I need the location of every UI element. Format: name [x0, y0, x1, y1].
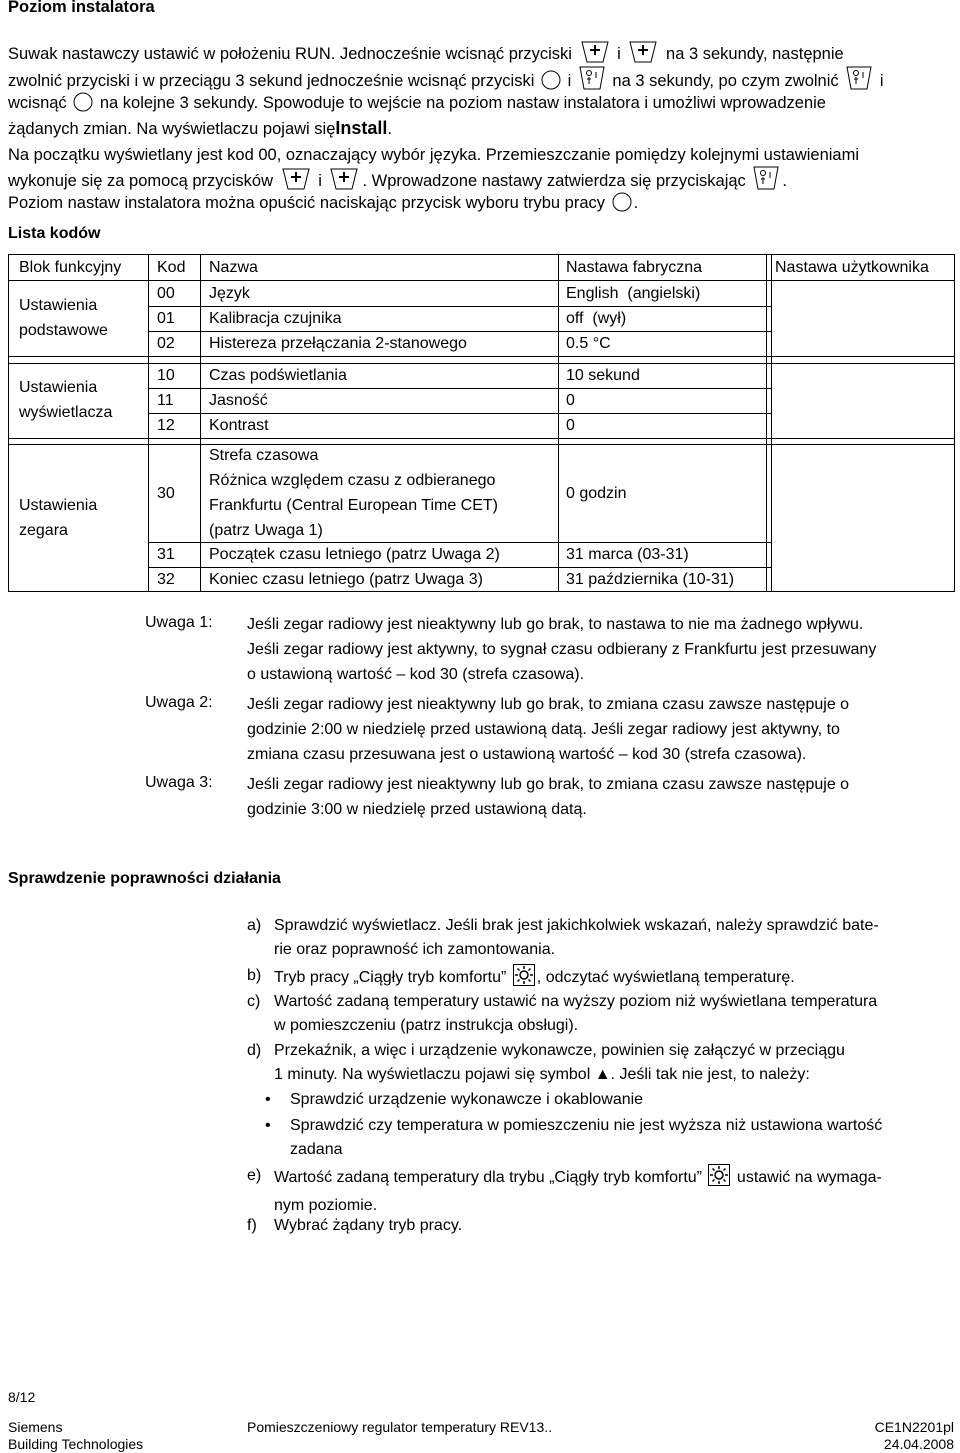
note-line: Jeśli zegar radiowy jest nieaktywny lub go brak, to zmiana czasu zawsze następuje o: [247, 696, 850, 713]
intro-text: .: [633, 194, 639, 212]
code-cell: 12: [157, 417, 175, 434]
item-line: [274, 1063, 954, 1087]
bullet-line: zadana: [290, 1140, 343, 1158]
table-rule: [9, 356, 954, 357]
code-cell: 02: [157, 335, 175, 352]
code-cell: 01: [157, 310, 175, 327]
note-label: Uwaga 1:: [145, 614, 213, 631]
block-label: zegara: [19, 522, 68, 539]
code-cell: 11: [157, 392, 174, 409]
name-cell: Histereza przełączania 2-stanowego: [209, 335, 467, 352]
intro-text: .: [387, 120, 392, 138]
name-cell: Czas podświetlania: [209, 367, 347, 384]
note-text: [247, 612, 957, 687]
bullet-line: Sprawdzić czy temperatura w pomieszczeniu nie jest wyższa niż ustawiona wartość: [290, 1117, 883, 1134]
block-label: podstawowe: [19, 322, 108, 339]
note-line: godzinie 2:00 w niedzielę przed ustawioną datą. Jeśli zegar radiowy jest aktywny, to: [247, 721, 840, 738]
factory-cell: 0: [566, 392, 575, 409]
item-label: f): [247, 1217, 257, 1234]
footer-date: 24.04.2008: [883, 1436, 954, 1452]
item-line: , odczytać wyświetlaną temperaturę.: [536, 969, 795, 986]
bullet-icon: •: [265, 1117, 271, 1134]
note-line: godzinie 3:00 w niedzielę przed ustawioną datą.: [247, 801, 587, 818]
item-line: Tryb pracy „Ciągły tryb komfortu”: [274, 969, 507, 986]
intro-text: i: [879, 72, 884, 90]
footer-company: Siemens: [8, 1419, 63, 1435]
note-line: zmiana czasu przesuwana jest o ustawioną wartość – kod 30 (strefa czasowa).: [247, 746, 807, 763]
table-rule: [9, 444, 954, 445]
footer-doc-code: CE1N2201pl: [874, 1419, 954, 1435]
intro-text: i: [617, 45, 621, 63]
intro-line-5: Na początku wyświetlany jest kod 00, oznaczający wybór języka. Przemieszczanie pomiędzy kolejnymi ustawieniami: [8, 146, 860, 164]
intro-text: .: [782, 172, 787, 190]
item-label: a): [247, 917, 262, 934]
code-cell: 31: [157, 546, 175, 563]
code-cell: 30: [157, 485, 175, 502]
table-rule: [766, 255, 767, 591]
name-cell: Język: [209, 285, 250, 302]
intro-text: na 3 sekundy, następnie: [666, 45, 844, 63]
table-rule: [148, 255, 149, 591]
intro-text: zwolnić przyciski i w przeciągu 3 sekund jednocześnie wcisnąć przyciski: [8, 72, 535, 90]
item-line: Wartość zadaną temperatury ustawić na wyższy poziom niż wyświetlana temperatura: [274, 993, 878, 1010]
check-title: Sprawdzenie poprawności działania: [8, 870, 281, 887]
name-cell: Koniec czasu letniego (patrz Uwaga 3): [209, 571, 483, 588]
bullet-icon: •: [265, 1091, 271, 1108]
footer-doc-title: Pomieszczeniowy regulator temperatury REV13..: [247, 1419, 553, 1435]
intro-text: Suwak nastawczy ustawić w położeniu RUN. Jednocześnie wcisnąć przyciski: [8, 45, 572, 63]
table-rule: [9, 438, 954, 439]
item-text: [274, 1164, 954, 1217]
relay-triangle-icon: ▲: [594, 1065, 611, 1083]
table-header: Kod: [157, 259, 186, 276]
intro-text: wykonuje się za pomocą przycisków: [8, 172, 274, 190]
factory-cell: 10 sekund: [566, 367, 640, 384]
table-rule: [558, 255, 559, 591]
name-cell: Kontrast: [209, 417, 269, 434]
item-line: rie oraz poprawność ich zamontowania.: [274, 940, 556, 958]
codes-title: Lista kodów: [8, 225, 101, 242]
code-cell: 10: [157, 367, 175, 384]
footer-division: Building Technologies: [8, 1436, 144, 1452]
install-display-text: Install: [335, 118, 388, 138]
item-label: c): [247, 993, 261, 1010]
item-line: Sprawdzić wyświetlacz. Jeśli brak jest jakichkolwiek wskazań, należy sprawdzić bate-: [274, 917, 879, 934]
item-text-part: Wartość zadaną temperatury dla trybu „Ciągły tryb komfortu”: [274, 1169, 703, 1186]
block-label: Ustawienia: [19, 497, 98, 514]
note-text: [247, 772, 957, 822]
comfort-sun-icon: [708, 1164, 730, 1194]
item-line: nym poziomie.: [274, 1196, 378, 1214]
intro-text: . Wprowadzone nastawy zatwierdza się przyciskając: [362, 172, 746, 190]
item-text-part: 1 minuty. Na wyświetlaczu pojawi się symbol: [274, 1065, 591, 1083]
name-cell: Początek czasu letniego (patrz Uwaga 2): [209, 546, 500, 563]
item-label: b): [247, 967, 262, 984]
intro-text: żądanych zmian. Na wyświetlaczu pojawi się: [8, 120, 336, 138]
item-text: [274, 990, 954, 1037]
factory-cell: 0.5 °C: [566, 335, 611, 352]
item-text: Wybrać żądany tryb pracy.: [274, 1217, 463, 1234]
code-cell: 32: [157, 571, 175, 588]
factory-cell: 31 marca (03-31): [566, 546, 689, 563]
note-label: Uwaga 2:: [145, 694, 213, 711]
note-line: Jeśli zegar radiowy jest nieaktywny lub go brak, to nastawa to nie ma żadnego wpływu.: [247, 616, 864, 633]
table-header: Blok funkcyjny: [19, 259, 122, 276]
name-cell: Kalibracja czujnika: [209, 310, 342, 327]
table-header: Nastawa użytkownika: [775, 259, 929, 276]
table-rule: [9, 363, 954, 364]
note-text: [247, 692, 957, 767]
table-rule: [9, 280, 954, 281]
name-cell: Jasność: [209, 392, 268, 409]
item-text: [274, 1039, 954, 1086]
factory-cell: 0: [566, 417, 575, 434]
block-label: wyświetlacza: [19, 404, 113, 421]
code-cell: 00: [157, 285, 175, 302]
item-text: [274, 914, 954, 961]
name-cell: Frankfurtu (Central European Time CET): [209, 497, 498, 514]
block-label: Ustawienia: [19, 379, 98, 396]
item-label: d): [247, 1042, 262, 1059]
table-header: Nastawa fabryczna: [566, 259, 703, 276]
name-cell: Strefa czasowa: [209, 447, 319, 464]
item-text-part: . Jeśli tak nie jest, to należy:: [610, 1065, 810, 1083]
block-label: Ustawienia: [19, 297, 98, 314]
intro-text: wcisnąć: [8, 94, 67, 112]
codes-table: [8, 254, 955, 592]
factory-cell: English (angielski): [566, 285, 701, 302]
page-title: Poziom instalatora: [8, 0, 155, 16]
item-line: w pomieszczeniu (patrz instrukcja obsługi).: [274, 1016, 579, 1034]
bullet-text: [290, 1114, 955, 1161]
item-line: Przekaźnik, a więc i urządzenie wykonawcze, powinien się załączyć w przeciągu: [274, 1042, 845, 1059]
item-text-part: ustawić na wymaga-: [736, 1169, 882, 1186]
table-rule: [771, 255, 772, 591]
intro-text: i: [318, 172, 322, 190]
mode-circle-button-icon: [612, 192, 632, 220]
factory-cell: 31 października (10-31): [566, 571, 735, 588]
intro-text: na 3 sekundy, po czym zwolnić: [612, 72, 839, 90]
intro-text: Poziom nastaw instalatora można opuścić naciskając przycisk wyboru trybu pracy: [8, 194, 605, 212]
intro-line-7: [8, 191, 953, 220]
factory-cell: off (wył): [566, 310, 627, 327]
intro-line-4: [8, 116, 953, 142]
factory-cell: 0 godzin: [566, 485, 627, 502]
intro-text: i: [567, 72, 572, 90]
page-number: 8/12: [8, 1389, 36, 1405]
note-line: o ustawioną wartość – kod 30 (strefa czasowa).: [247, 666, 585, 683]
table-rule: [200, 255, 201, 591]
note-line: Jeśli zegar radiowy jest nieaktywny lub go brak, to zmiana czasu zawsze następuje o: [247, 776, 850, 793]
name-cell: (patrz Uwaga 1): [209, 522, 323, 539]
note-label: Uwaga 3:: [145, 774, 213, 791]
table-header: Nazwa: [209, 259, 258, 276]
name-cell: Różnica względem czasu z odbieranego: [209, 472, 496, 489]
intro-text: na kolejne 3 sekundy. Spowoduje to wejście na poziom nastaw instalatora i umożliwi wprowadzenie: [99, 94, 826, 112]
item-line: [274, 1164, 954, 1194]
bullet-text: Sprawdzić urządzenie wykonawcze i okablowanie: [290, 1091, 644, 1108]
note-line: Jeśli zegar radiowy jest aktywny, to sygnał czasu odbierany z Frankfurtu jest przesuwany: [247, 641, 877, 658]
item-label: e): [247, 1167, 262, 1184]
